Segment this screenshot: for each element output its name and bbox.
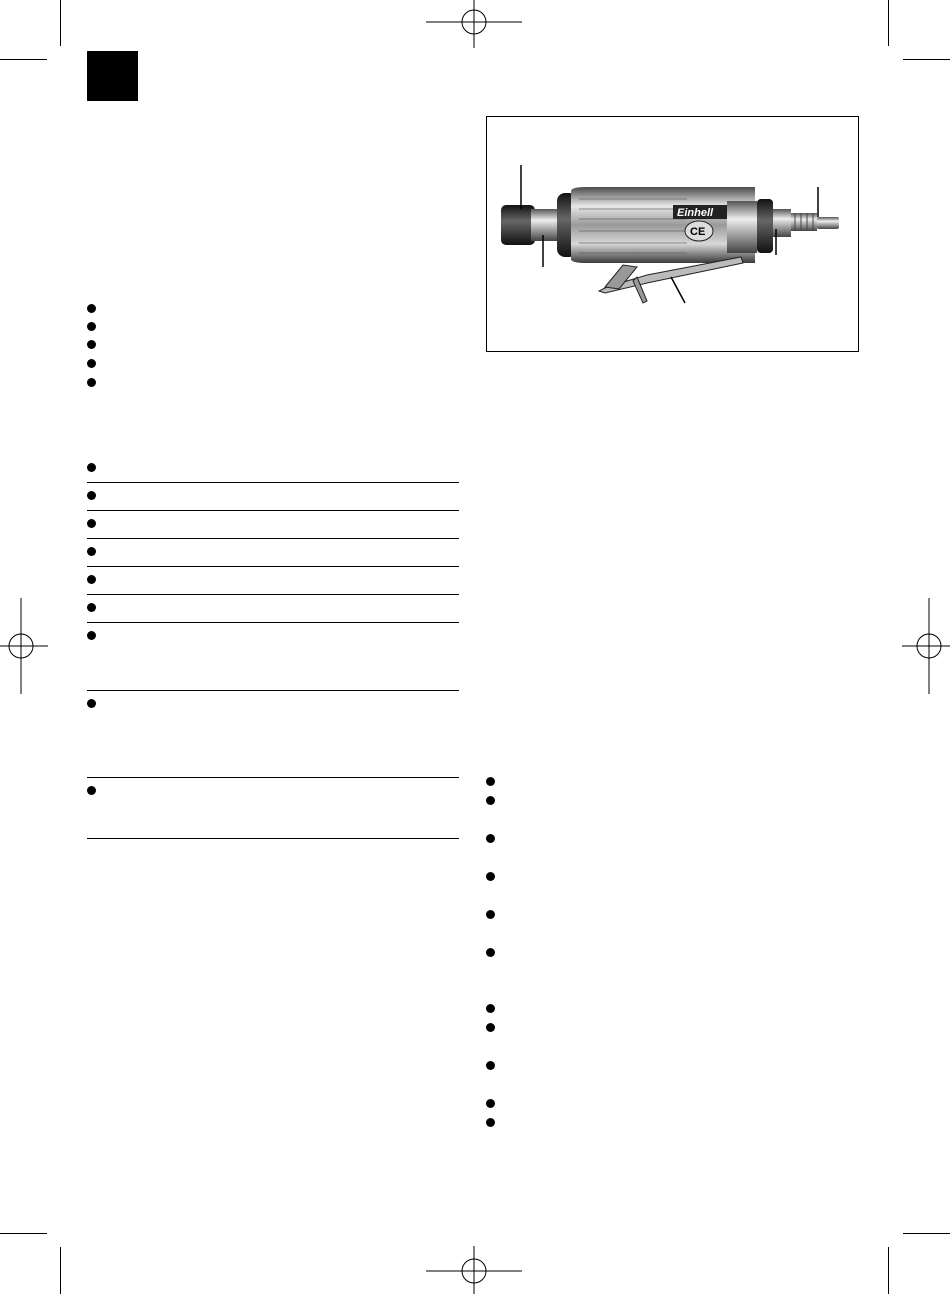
table-rule [87,482,459,483]
bullet-icon [87,304,96,313]
table-rule [87,510,459,511]
bullet-icon [486,777,495,786]
registration-mark-left [0,598,48,694]
crop-mark-bottom-right-v [888,1247,889,1294]
bullet-icon [486,948,495,957]
bullet-icon [87,699,96,708]
crop-mark-top-right-h [903,59,950,60]
bullet-icon [87,322,96,331]
registration-mark-right [902,598,950,694]
bullet-icon [87,463,96,472]
die-grinder-illustration [487,117,860,353]
ce-mark-text: CE [690,226,706,238]
rear-ring [757,199,773,253]
bullet-icon [486,1118,495,1127]
table-rule [87,690,459,691]
bullet-icon [87,631,96,640]
bullet-icon [486,834,495,843]
callout-line-5 [671,277,685,303]
crop-mark-bottom-right-h [903,1233,950,1234]
table-rule [87,777,459,778]
bullet-icon [87,378,96,387]
crop-mark-bottom-left-v [60,1247,61,1294]
crop-mark-bottom-left-h [0,1233,47,1234]
brand-logo: Einhell [677,207,714,219]
bullet-icon [486,1099,495,1108]
crop-mark-top-left-v [60,0,61,46]
bullet-icon [486,1023,495,1032]
air-coupling-plug [817,217,839,229]
language-tab-block [87,51,138,101]
bullet-icon [87,340,96,349]
bullet-icon [486,1004,495,1013]
table-rule [87,566,459,567]
bullet-icon [486,910,495,919]
crop-mark-top-right-v [888,0,889,46]
bullet-icon [87,575,96,584]
bullet-icon [87,603,96,612]
collet-nut [501,205,535,245]
registration-mark-bottom [426,1246,522,1294]
table-rule [87,538,459,539]
table-rule [87,622,459,623]
product-figure [486,116,859,352]
table-rule [87,594,459,595]
registration-mark-top [426,0,522,48]
table-rule [87,838,459,839]
crop-mark-top-left-h [0,59,47,60]
bullet-icon [486,872,495,881]
bullet-icon [486,1061,495,1070]
bullet-icon [87,491,96,500]
bullet-icon [87,547,96,556]
bullet-icon [87,786,96,795]
bullet-icon [87,519,96,528]
bullet-icon [486,796,495,805]
bullet-icon [87,359,96,368]
